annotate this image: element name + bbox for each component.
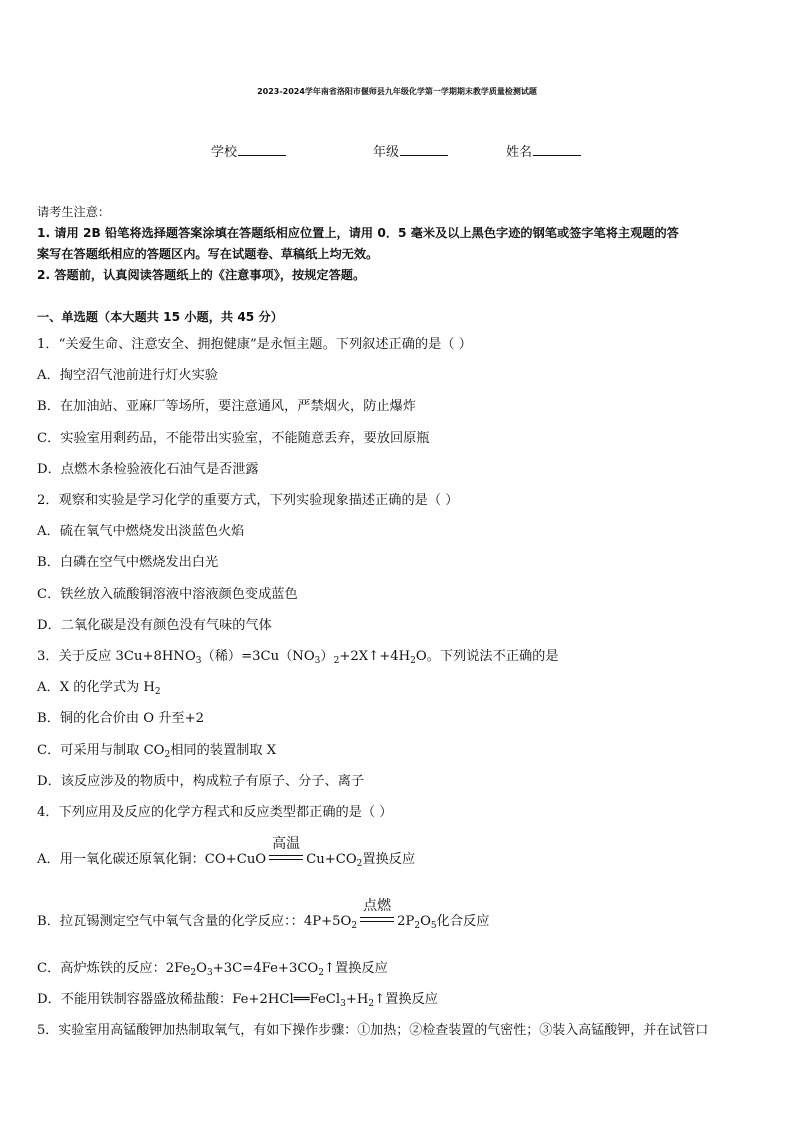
question-4-option-a — [37, 836, 416, 869]
text: D．不能用铁制容器盛放稀盐酸：Fe+2HCl══FeCl — [37, 992, 341, 1007]
question-2-option-d: D．二氧化碳是没有颜色没有气味的气体 — [37, 618, 272, 633]
section-heading: 一、单选题（本大题共 15 小题，共 45 分） — [37, 310, 283, 324]
subscript: 2 — [318, 968, 324, 978]
subscript: 2 — [351, 921, 358, 931]
subscript: 3 — [314, 656, 321, 666]
text: 2P — [397, 914, 415, 929]
school-label: 学校 — [211, 145, 238, 160]
text: 3．关于反应 3Cu+8HNO — [37, 649, 196, 664]
name-blank[interactable] — [533, 143, 581, 156]
notice-item-2: 2. 答题前，认真阅读答题纸上的《注意事项》，按规定答题。 — [37, 268, 366, 282]
text: O — [196, 961, 207, 976]
school-field[interactable] — [211, 141, 286, 160]
text: +H — [345, 992, 369, 1007]
question-1-option-a: A．掏空沼气池前进行灯火实验 — [37, 368, 218, 383]
text: +3C=4Fe+3CO — [212, 961, 319, 976]
subscript: 2 — [414, 921, 421, 931]
text: ↑置换反应 — [323, 961, 388, 976]
text: C．可采用与制取 CO — [37, 743, 165, 758]
text: B．拉瓦锡测定空气中氧气含量的化学反应：：4P+5O — [37, 914, 352, 929]
text: （稀）=3Cu（NO — [201, 649, 315, 664]
subscript: 3 — [195, 656, 202, 666]
subscript: 2 — [164, 750, 171, 760]
question-3-stem — [37, 645, 559, 666]
double-bar — [269, 855, 303, 860]
subscript: 2 — [410, 656, 416, 666]
notice-item-1-line-2: 案写在答题纸相应的答题区内。写在试题卷、草稿纸上均无效。 — [37, 247, 379, 261]
text: 化合反应 — [436, 914, 490, 929]
text: ） — [320, 649, 334, 664]
reaction-arrow — [269, 836, 303, 867]
question-4-option-c — [37, 957, 388, 978]
text: A．用一氧化碳还原氧化铜：CO+CuO — [37, 852, 267, 867]
subscript: 2 — [333, 656, 340, 666]
subscript: 3 — [340, 999, 346, 1009]
exam-title: 2023-2024学年南省洛阳市偃师县九年级化学第一学期期末教学质量检测试题 — [257, 87, 537, 96]
text: C．高炉炼铁的反应：2Fe — [37, 961, 191, 976]
subscript: 2 — [190, 968, 197, 978]
name-field[interactable] — [506, 141, 581, 160]
subscript: 2 — [154, 687, 161, 697]
grade-blank[interactable] — [400, 143, 448, 156]
notice-heading: 请考生注意： — [37, 205, 111, 219]
question-3-option-b: B．铜的化合价由 O 升至+2 — [37, 711, 205, 726]
subscript: 3 — [206, 968, 213, 978]
question-2-option-c: C．铁丝放入硫酸铜溶液中溶液颜色变成蓝色 — [37, 587, 298, 602]
subscript: 5 — [430, 921, 437, 931]
question-3-option-c — [37, 739, 276, 760]
question-4-stem: 4．下列应用及反应的化学方程式和反应类型都正确的是（ ） — [37, 805, 393, 820]
grade-field[interactable] — [373, 141, 448, 160]
question-1-option-b: B．在加油站、亚麻厂等场所，要注意通风，严禁烟火，防止爆炸 — [37, 399, 416, 414]
school-blank[interactable] — [238, 143, 286, 156]
subscript: 2 — [356, 859, 363, 869]
subscript: 2 — [368, 999, 375, 1009]
question-3-option-d: D．该反应涉及的物质中，构成粒子有原子、分子、离子 — [37, 774, 365, 789]
question-4-option-d — [37, 988, 438, 1009]
question-2-option-b: B．白磷在空气中燃烧发出白光 — [37, 555, 219, 570]
reaction-condition: 高温 — [272, 836, 301, 852]
question-3-option-a — [37, 676, 161, 697]
text: O — [420, 914, 431, 929]
text: 置换反应 — [362, 852, 416, 867]
reaction-arrow — [360, 898, 394, 929]
question-1-stem: 1．“关爱生命、注意安全、拥抱健康”是永恒主题。下列叙述正确的是（ ） — [37, 337, 472, 352]
reaction-condition: 点燃 — [363, 898, 392, 914]
text: Cu+CO — [306, 852, 357, 867]
question-2-option-a: A．硫在氧气中燃烧发出淡蓝色火焰 — [37, 524, 245, 539]
notice-item-1-line-1: 1. 请用 2B 铅笔将选择题答案涂填在答题纸相应位置上，请用 0．5 毫米及以上黑色字迹的钢笔或签字笔将主观题的答 — [37, 226, 679, 240]
text: 相同的装置制取 X — [170, 743, 277, 758]
double-bar — [360, 917, 394, 922]
question-1-option-c: C．实验室用剩药品，不能带出实验室，不能随意丢弃，要放回原瓶 — [37, 431, 430, 446]
grade-label: 年级 — [373, 145, 400, 160]
text: +2X↑+4H — [339, 649, 411, 664]
question-1-option-d: D．点燃木条检验液化石油气是否泄露 — [37, 462, 259, 477]
student-info-fields — [0, 141, 794, 161]
text: A．X 的化学式为 H — [37, 680, 155, 695]
question-4-option-b — [37, 898, 490, 931]
question-2-stem: 2．观察和实验是学习化学的重要方式，下列实验现象描述正确的是（ ） — [37, 493, 459, 508]
text: O。下列说法不正确的是 — [415, 649, 559, 664]
question-5-stem: 5．实验室用高锰酸钾加热制取氧气，有如下操作步骤：①加热；②检查装置的气密性；③装入高锰酸钾，并在试管口 — [37, 1023, 709, 1038]
text: ↑置换反应 — [374, 992, 438, 1007]
name-label: 姓名 — [506, 145, 533, 160]
